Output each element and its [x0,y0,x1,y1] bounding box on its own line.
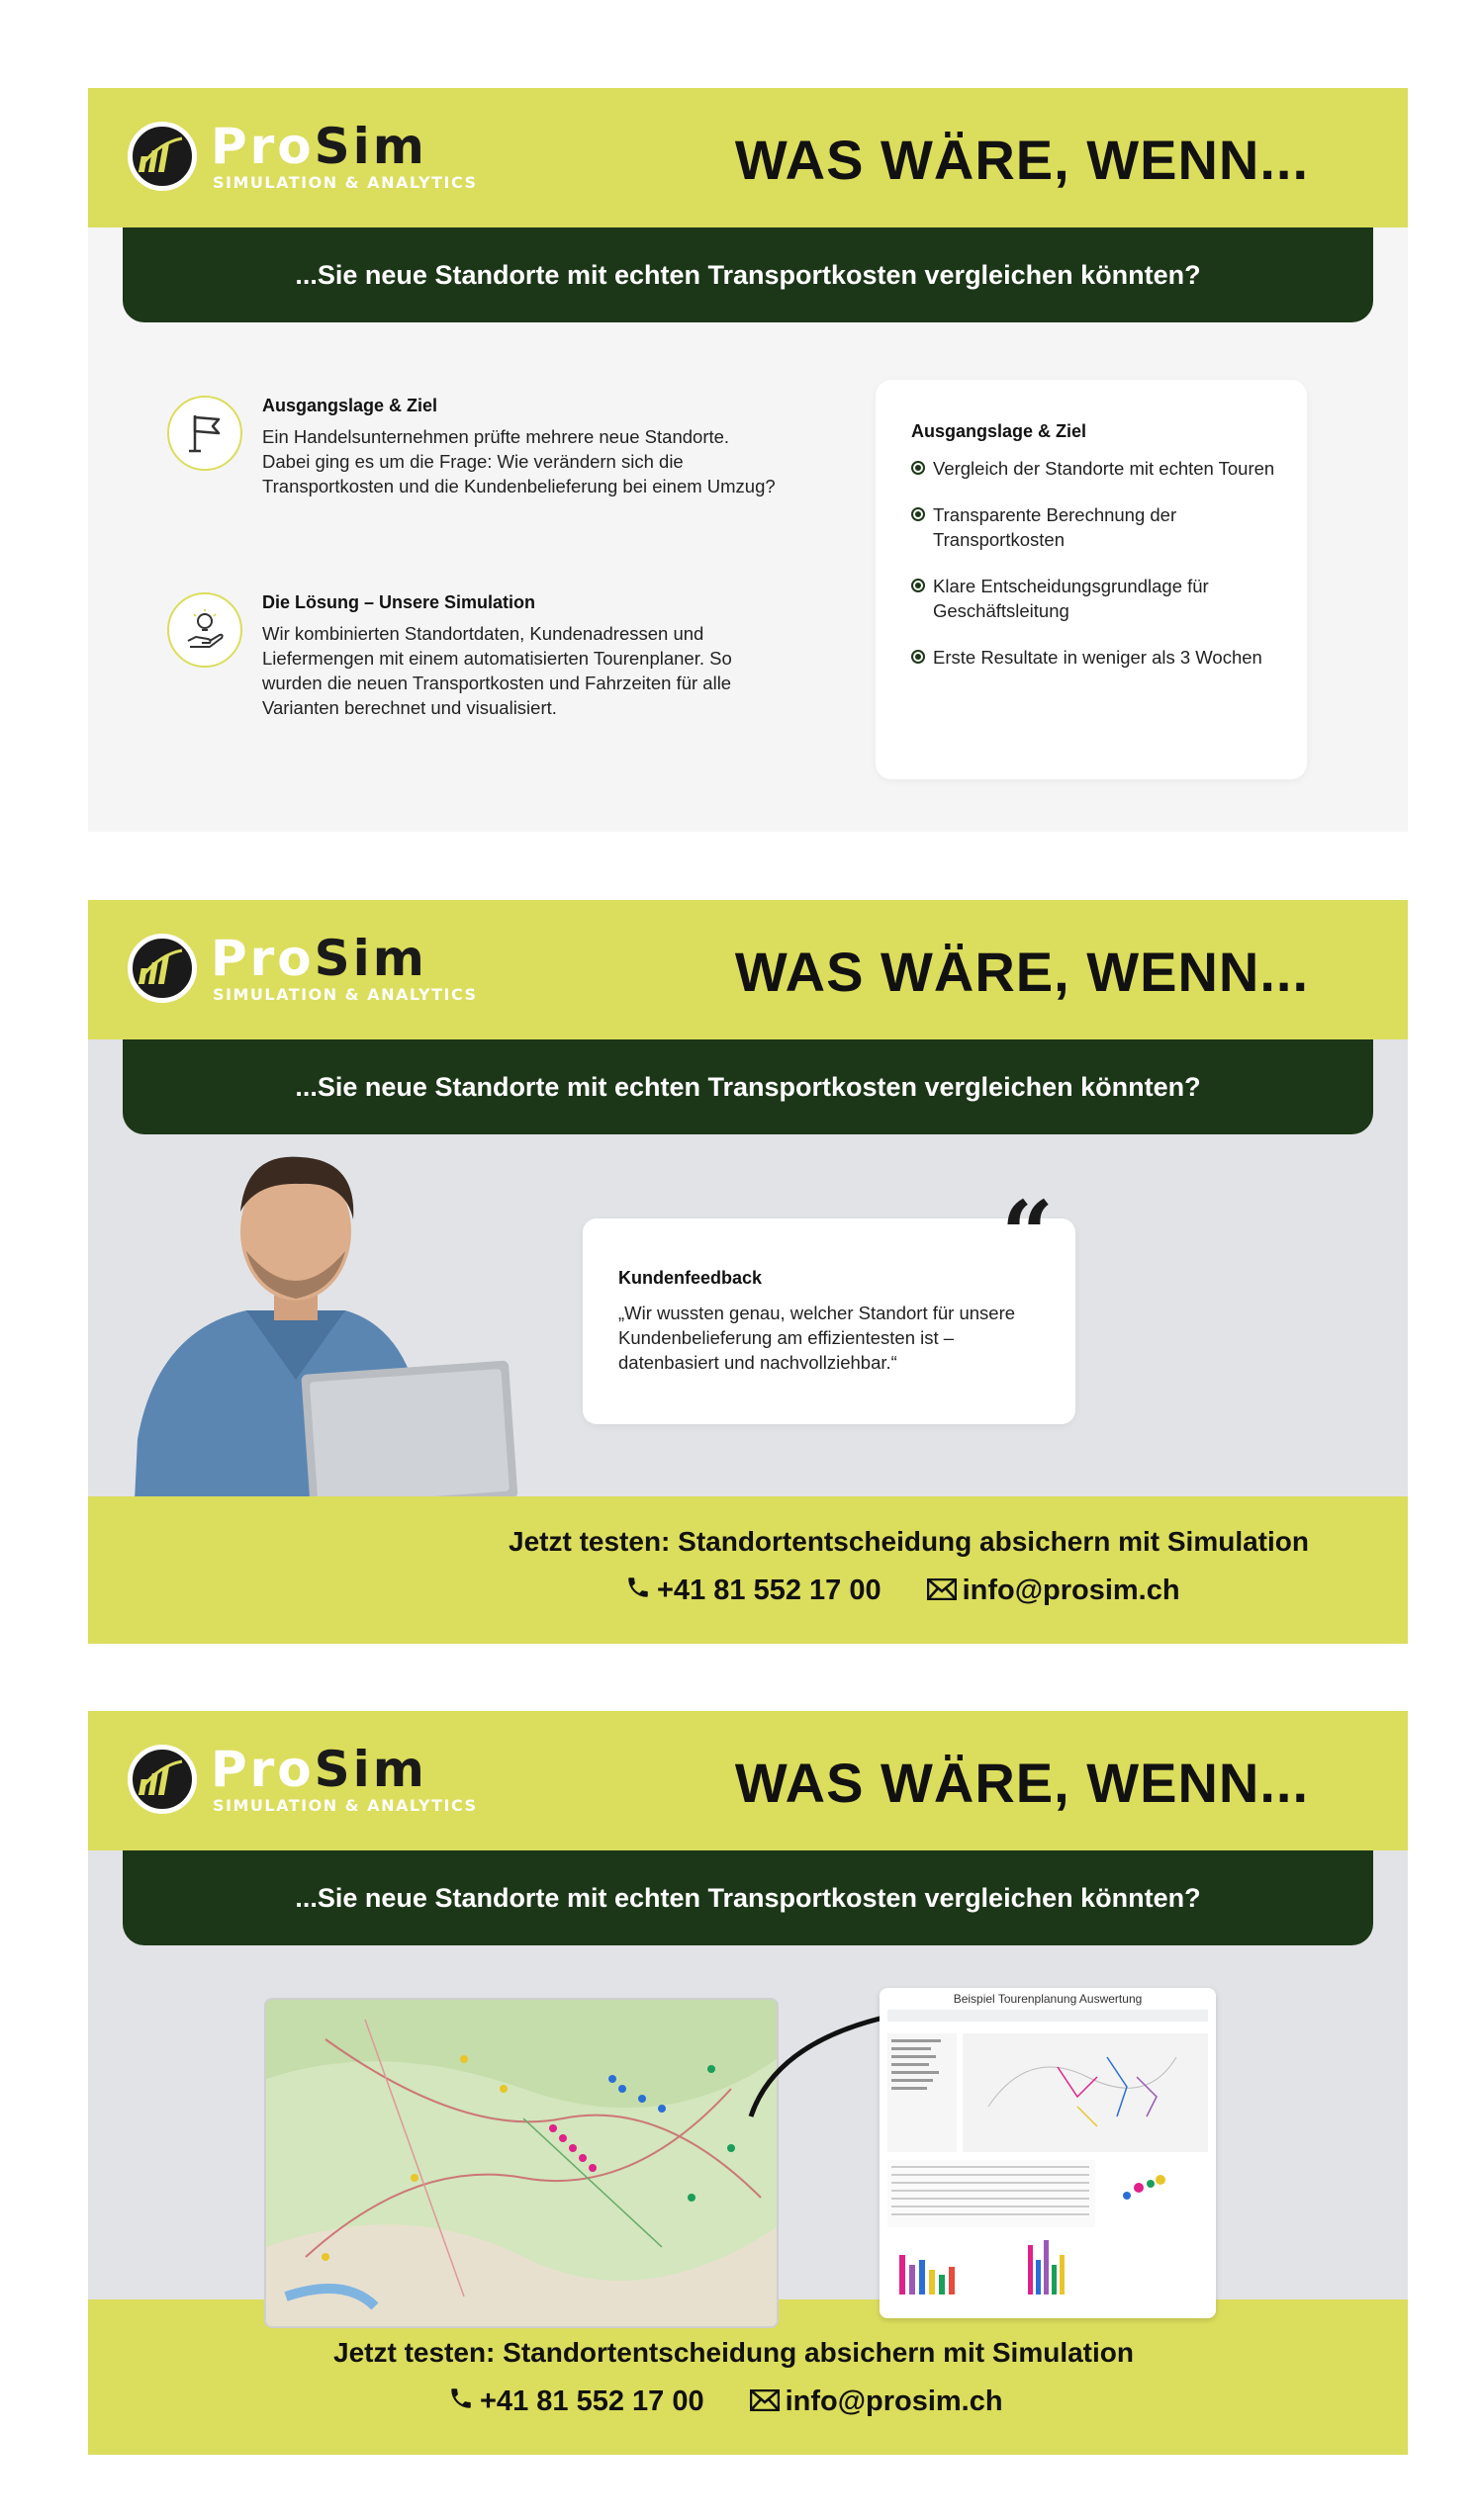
contact-row [448,2385,1003,2419]
header-band [88,900,1408,1039]
feature-body: Ein Handelsunternehmen prüfte mehrere neue Standorte. Dabei ging es um die Frage: Wie verändern sich die Transportkosten und die Kundenbelieferung bei einem Umzug? [262,426,776,496]
card-title: Ausgangslage & Ziel [911,421,1087,441]
feature-title: Die Lösung – Unsere Simulation [262,592,536,612]
subheadline: ...Sie neue Standorte mit echten Transportkosten vergleichen könnten? [295,259,1201,290]
panel-ausgangslage [88,88,1408,832]
logo-tagline: SIMULATION & ANALYTICS [213,985,478,1004]
prosim-logo[interactable] [128,930,484,1013]
quote-icon: “ [1001,1181,1054,1288]
cta-heading: Jetzt testen: Standortentscheidung absichern mit Simulation [333,2337,1134,2368]
headline: WAS WÄRE, WENN... [734,1752,1309,1814]
headline: WAS WÄRE, WENN... [734,129,1309,191]
email-link[interactable]: info@prosim.ch [750,2385,1003,2419]
prosim-logo[interactable] [128,118,484,201]
testimonial-title: Kundenfeedback [618,1268,763,1288]
testimonial-card [583,1181,1075,1424]
feature-body: Wir kombinierten Standortdaten, Kundenadressen und Liefermengen mit einem automatisierten Tourenplaner. So wurden die neuen Transportkosten und Fahrzeiten für alle Varianten berechnet und visualisiert. [262,623,732,718]
subheadline-bar [123,1850,1373,1945]
report-dashboard-image [880,1988,1216,2318]
flag-icon [167,396,242,471]
envelope-icon [927,1575,957,1608]
list-item: Klare Entscheidungsgrundlage für Geschäftsleitung [911,574,1287,623]
subheadline-bar [123,1039,1373,1134]
logo-wordmark: ProSim [211,118,427,175]
subheadline-bar [123,227,1373,322]
testimonial-body: „Wir wussten genau, welcher Standort für unsere Kundenbelieferung am effizientesten ist – datenbasiert und nachvollziehbar.“ [618,1303,1016,1373]
contact-row [625,1575,1180,1608]
phone-link[interactable]: +41 81 552 17 00 [448,2385,704,2419]
headline: WAS WÄRE, WENN... [734,941,1309,1003]
list-item: Erste Resultate in weniger als 3 Wochen [911,645,1287,670]
cta-heading: Jetzt testen: Standortentscheidung absichern mit Simulation [509,1526,1309,1557]
route-map-image [264,1998,779,2328]
benefits-card [876,380,1307,779]
header-band [88,88,1408,227]
logo-chart-icon [128,1745,197,1814]
logo-wordmark: ProSim [211,930,427,987]
phone-icon [448,2385,474,2419]
list-item: Transparente Berechnung der Transportkosten [911,502,1287,552]
feature-loesung [167,592,761,751]
list-item: Vergleich der Standorte mit echten Touren [911,456,1287,481]
lightbulb-hand-icon [167,592,242,668]
header-band [88,1711,1408,1850]
logo-tagline: SIMULATION & ANALYTICS [213,173,478,192]
phone-icon [625,1575,651,1608]
bullet-icon [911,461,925,475]
phone-link[interactable]: +41 81 552 17 00 [625,1575,881,1608]
email-link[interactable]: info@prosim.ch [927,1575,1180,1608]
logo-tagline: SIMULATION & ANALYTICS [213,1796,478,1815]
report-title: Beispiel Tourenplanung Auswertung [953,1992,1143,2006]
logo-chart-icon [128,122,197,191]
panel-kundenfeedback [88,900,1408,1644]
cta-band [88,1496,1408,1644]
bullet-icon [911,507,925,521]
envelope-icon [750,2386,780,2419]
bullet-icon [911,579,925,592]
feature-title: Ausgangslage & Ziel [262,396,438,415]
subheadline: ...Sie neue Standorte mit echten Transportkosten vergleichen könnten? [295,1882,1201,1913]
feature-ausgangslage [167,396,776,534]
prosim-logo[interactable] [128,1741,484,1824]
bullet-icon [911,650,925,664]
logo-wordmark: ProSim [211,1741,427,1798]
panel-auswertung [88,1711,1408,2455]
subheadline: ...Sie neue Standorte mit echten Transportkosten vergleichen könnten? [295,1071,1201,1102]
logo-chart-icon [128,934,197,1003]
